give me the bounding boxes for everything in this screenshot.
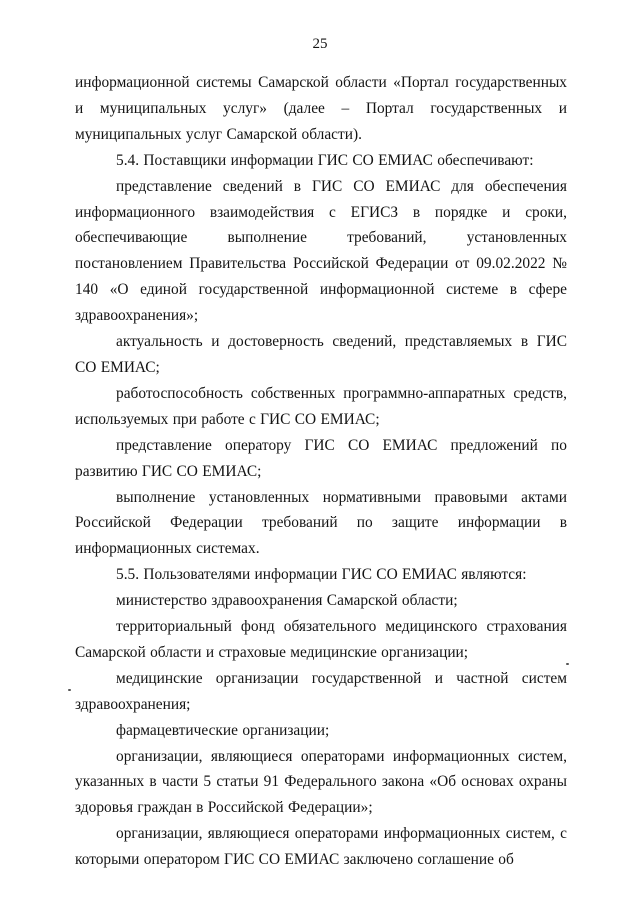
paragraph-insurance-fund: территориальный фонд обязательного медицинского страхования Самарской области и страховые медицинские организации; [75, 618, 567, 661]
paragraph-5-4-heading: 5.4. Поставщики информации ГИС СО ЕМИАС обеспечивают: [116, 151, 534, 169]
paragraph-5-5-heading: 5.5. Пользователями информации ГИС СО ЕМИАС являются: [116, 566, 527, 584]
paragraph-ministry: министерство здравоохранения Самарской области; [116, 592, 458, 610]
scan-speck-mark [566, 663, 569, 665]
document-body [75, 70, 567, 873]
page-number: 25 [312, 36, 328, 52]
scan-speck-mark [68, 689, 71, 691]
paragraph-portal-continuation: информационной системы Самарской области «Портал государственных и муниципальных услуг» (далее – Портал государственных и муниципальных услуг Самарской области). [75, 74, 567, 143]
paragraph-data-accuracy: актуальность и достоверность сведений, представляемых в ГИС СО ЕМИАС; [75, 333, 567, 376]
paragraph-medical-organizations: медицинские организации государственной и частной систем здравоохранения; [75, 669, 567, 713]
paragraph-hardware-operability: работоспособность собственных программно-аппаратных средств, используемых при работе с ГИС СО ЕМИАС; [75, 384, 567, 428]
paragraph-system-operators-art91: организации, являющиеся операторами информационных систем, указанных в части 5 статьи 91 Федерального закона «Об основах охраны здоровья граждан в Российской Федерации»; [75, 747, 567, 817]
paragraph-development-proposals: представление оператору ГИС СО ЕМИАС предложений по развитию ГИС СО ЕМИАС; [75, 436, 567, 480]
paragraph-system-operators-agreement: организации, являющиеся операторами информационных систем, с которыми оператором ГИС СО ЕМИАС заключено соглашение об [75, 825, 567, 869]
paragraph-egisz-submission: представление сведений в ГИС СО ЕМИАС для обеспечения информационного взаимодействия с ЕГИСЗ в порядке и сроки, обеспечивающие выполнение требований, установленных постановлением Правительства Российской Федерации от 09.02.2022 № 140 «О единой государственной информационной системе в сфере здравоохранения»; [75, 177, 567, 325]
paragraph-pharmaceutical-organizations: фармацевтические организации; [116, 721, 330, 739]
paragraph-information-security: выполнение установленных нормативными правовыми актами Российской Федерации требований по защите информации в информационных системах. [75, 488, 567, 558]
